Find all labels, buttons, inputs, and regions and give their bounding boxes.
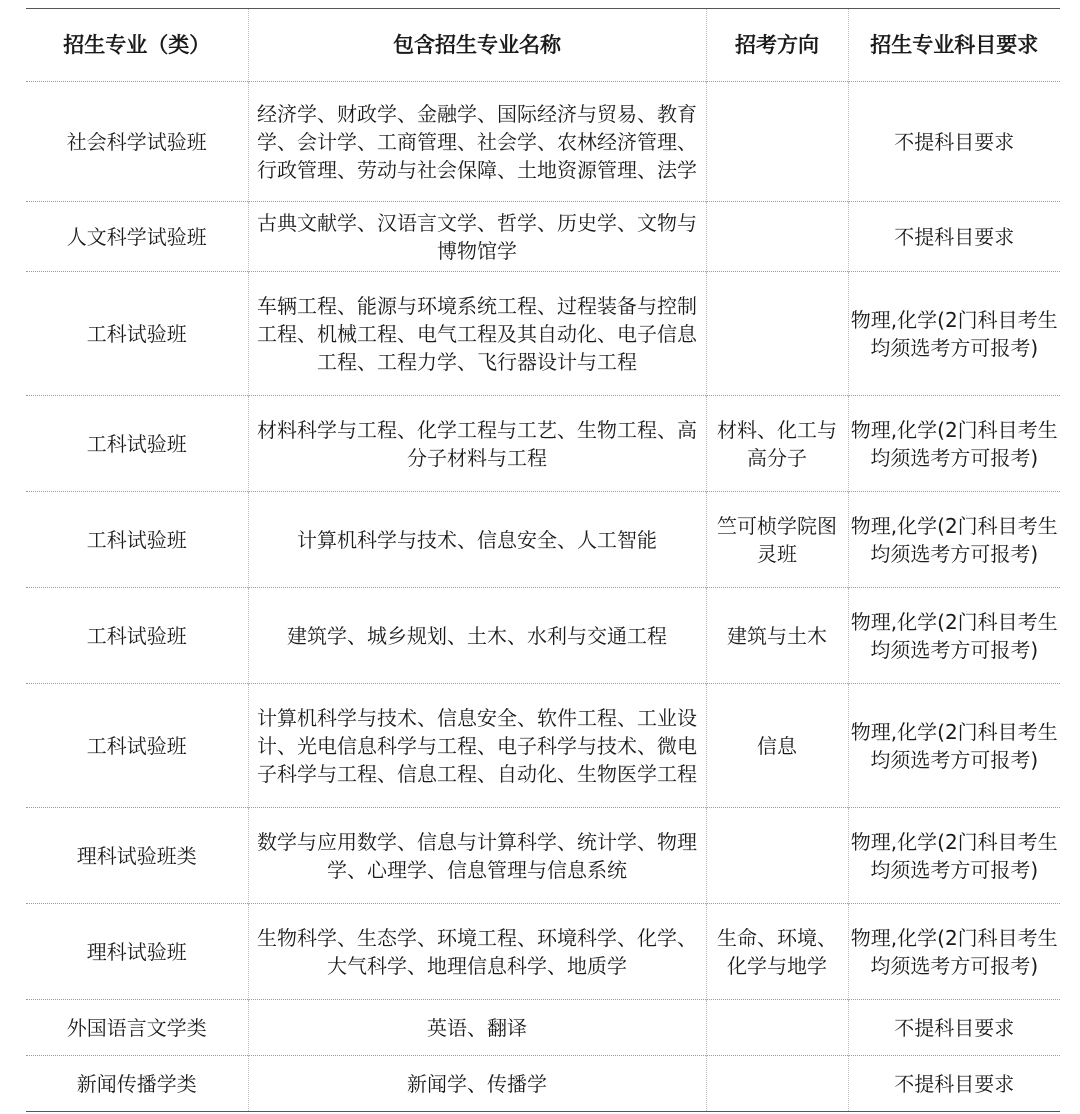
cell-requirement: 不提科目要求 <box>848 82 1060 202</box>
cell-majors: 英语、翻译 <box>248 1000 706 1056</box>
table-header-row <box>26 9 1060 82</box>
cell-direction <box>706 808 848 904</box>
admissions-table <box>26 8 1060 1112</box>
header-requirement: 招生专业科目要求 <box>848 9 1060 82</box>
cell-direction <box>706 82 848 202</box>
cell-category: 人文科学试验班 <box>66 224 207 249</box>
table-row <box>26 904 1060 1000</box>
cell-category: 社会科学试验班 <box>66 129 207 154</box>
cell-majors: 生物科学、生态学、环境工程、环境科学、化学、大气科学、地理信息科学、地质学 <box>248 904 706 1000</box>
cell-majors: 建筑学、城乡规划、土木、水利与交通工程 <box>248 588 706 684</box>
cell-majors: 计算机科学与技术、信息安全、人工智能 <box>248 492 706 588</box>
table-row <box>26 492 1060 588</box>
table-row <box>26 808 1060 904</box>
cell-category: 理科试验班类 <box>76 843 197 868</box>
admissions-table-container <box>26 8 1060 1112</box>
cell-direction: 建筑与土木 <box>706 588 848 684</box>
table-row <box>26 1000 1060 1056</box>
cell-requirement: 不提科目要求 <box>848 1056 1060 1112</box>
cell-category: 新闻传播学类 <box>76 1071 197 1096</box>
cell-category: 工科试验班 <box>86 431 187 456</box>
table-row <box>26 1056 1060 1112</box>
cell-requirement: 物理,化学(2门科目考生均须选考方可报考) <box>848 808 1060 904</box>
header-majors: 包含招生专业名称 <box>248 9 706 82</box>
cell-category: 理科试验班 <box>86 939 187 964</box>
table-row <box>26 684 1060 808</box>
cell-category: 外国语言文学类 <box>66 1015 207 1040</box>
cell-majors: 计算机科学与技术、信息安全、软件工程、工业设计、光电信息科学与工程、电子科学与技术、微电子科学与工程、信息工程、自动化、生物医学工程 <box>248 684 706 808</box>
cell-direction <box>706 1000 848 1056</box>
table-row <box>26 396 1060 492</box>
table-row <box>26 202 1060 272</box>
cell-requirement: 物理,化学(2门科目考生均须选考方可报考) <box>848 396 1060 492</box>
cell-direction <box>706 272 848 396</box>
cell-majors: 古典文献学、汉语言文学、哲学、历史学、文物与博物馆学 <box>248 202 706 272</box>
cell-requirement: 不提科目要求 <box>848 1000 1060 1056</box>
cell-requirement: 不提科目要求 <box>848 202 1060 272</box>
cell-majors: 新闻学、传播学 <box>248 1056 706 1112</box>
cell-direction <box>706 202 848 272</box>
header-direction: 招考方向 <box>706 9 848 82</box>
cell-direction: 生命、环境、化学与地学 <box>706 904 848 1000</box>
cell-requirement: 物理,化学(2门科目考生均须选考方可报考) <box>848 272 1060 396</box>
table-row <box>26 82 1060 202</box>
cell-category: 工科试验班 <box>86 733 187 758</box>
cell-direction: 材料、化工与高分子 <box>706 396 848 492</box>
table-row <box>26 588 1060 684</box>
cell-requirement: 物理,化学(2门科目考生均须选考方可报考) <box>848 904 1060 1000</box>
cell-requirement: 物理,化学(2门科目考生均须选考方可报考) <box>848 684 1060 808</box>
cell-majors: 车辆工程、能源与环境系统工程、过程装备与控制工程、机械工程、电气工程及其自动化、电子信息工程、工程力学、飞行器设计与工程 <box>248 272 706 396</box>
cell-majors: 材料科学与工程、化学工程与工艺、生物工程、高分子材料与工程 <box>248 396 706 492</box>
cell-requirement: 物理,化学(2门科目考生均须选考方可报考) <box>848 588 1060 684</box>
cell-direction: 竺可桢学院图灵班 <box>706 492 848 588</box>
table-row <box>26 272 1060 396</box>
cell-category: 工科试验班 <box>86 527 187 552</box>
cell-direction <box>706 1056 848 1112</box>
header-category: 招生专业（类） <box>63 33 211 57</box>
cell-requirement: 物理,化学(2门科目考生均须选考方可报考) <box>848 492 1060 588</box>
cell-direction: 信息 <box>706 684 848 808</box>
cell-majors: 数学与应用数学、信息与计算科学、统计学、物理学、心理学、信息管理与信息系统 <box>248 808 706 904</box>
cell-category: 工科试验班 <box>86 321 187 346</box>
cell-majors: 经济学、财政学、金融学、国际经济与贸易、教育学、会计学、工商管理、社会学、农林经济管理、行政管理、劳动与社会保障、土地资源管理、法学 <box>248 82 706 202</box>
cell-category: 工科试验班 <box>86 623 187 648</box>
